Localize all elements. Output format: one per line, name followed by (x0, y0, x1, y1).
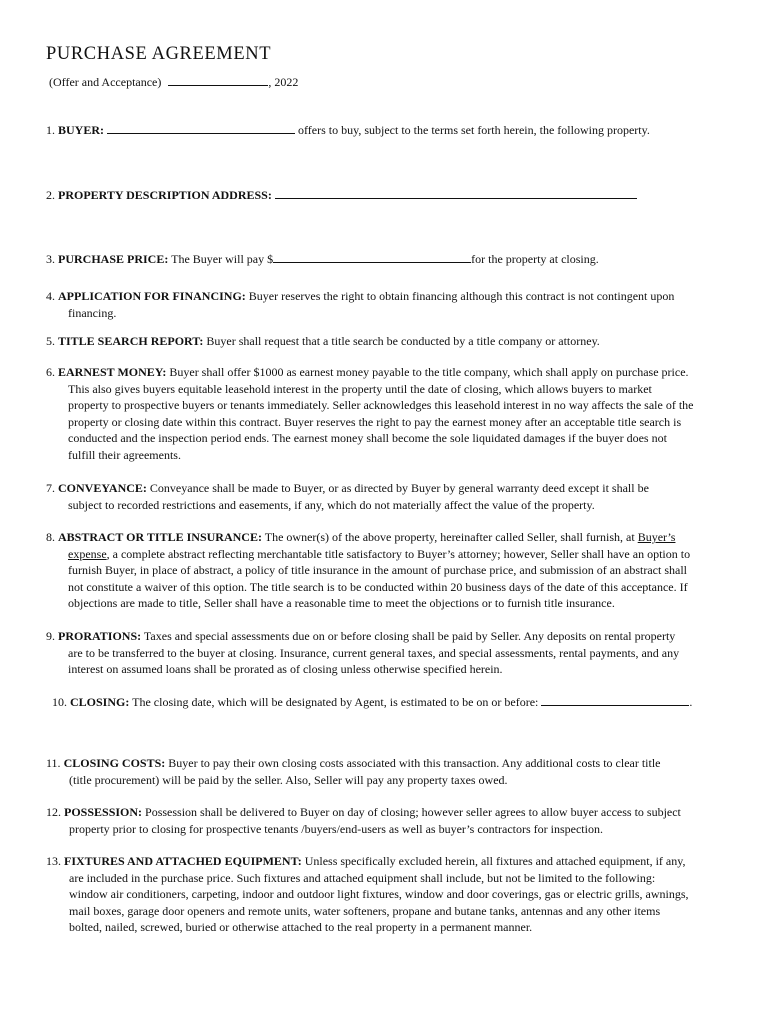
section-buyer (46, 122, 650, 139)
section-number: 5. (46, 334, 55, 348)
closing-date-blank[interactable] (541, 694, 689, 706)
section-text: offers to buy, subject to the terms set forth herein, the following property. (298, 123, 650, 137)
section-text: window air conditioners, carpeting, indoor and outdoor light fixtures, window and door coverings, gas or electric grills, awnings, (69, 887, 689, 902)
buyer-name-blank[interactable] (107, 122, 295, 134)
property-address-blank[interactable] (275, 187, 637, 199)
section-text: property or closing date within this contract. Buyer reserves the right to pay the earnest money after an acceptable title search is (68, 414, 682, 429)
section-heading: BUYER: (58, 123, 105, 137)
section-closing (52, 694, 692, 711)
section-number: 12. (46, 805, 61, 819)
section-text: This also gives buyers equitable leasehold interest in the property until the date of closing, which allows buyers to market (68, 381, 652, 396)
section-conveyance (46, 480, 649, 513)
section-number: 13. (46, 854, 61, 868)
section-text: conducted and the inspection period ends. The earnest money shall become the sole liquidated damages if the buyer does not (68, 431, 667, 446)
section-text: are included in the purchase price. Such fixtures and attached equipment shall include, but not be limited to the following: (69, 870, 656, 885)
section-number: 8. (46, 530, 55, 544)
section-number: 11. (46, 756, 61, 770)
section-text: Buyer reserves the right to obtain financing although this contract is not contingent upon (248, 289, 675, 303)
section-heading: APPLICATION FOR FINANCING: (58, 289, 246, 303)
offer-acceptance-label: (Offer and Acceptance) (49, 75, 162, 89)
section-number: 7. (46, 481, 55, 495)
section-heading: ABSTRACT OR TITLE INSURANCE: (58, 530, 262, 544)
section-text: Buyer shall offer $1000 as earnest money payable to the title company, which shall apply on purchase price. (169, 365, 689, 379)
section-text: (title procurement) will be paid by the seller. Also, Seller will pay any property taxes owed. (69, 772, 508, 787)
date-blank[interactable] (168, 74, 268, 86)
section-heading: CLOSING: (70, 695, 130, 709)
section-number: 9. (46, 629, 55, 643)
section-text: subject to recorded restrictions and easements, if any, which do not materially affect the value of the property. (68, 497, 595, 512)
section-number: 1. (46, 123, 55, 137)
section-heading: CLOSING COSTS: (63, 756, 166, 770)
section-text: Taxes and special assessments due on or before closing shall be paid by Seller. Any deposits on rental property (143, 629, 676, 643)
section-text: . (689, 695, 693, 709)
price-text-before: The Buyer will pay $ (171, 252, 274, 266)
section-number: 2. (46, 188, 55, 202)
section-purchase-price (46, 251, 599, 268)
underlined-text: expense (68, 546, 107, 561)
section-property-address (46, 187, 637, 204)
section-financing (46, 288, 674, 321)
section-text: interest on assumed loans shall be prorated as of closing unless otherwise specified herein. (68, 662, 503, 677)
section-text: fulfill their agreements. (68, 447, 181, 462)
section-text: The closing date, which will be designated by Agent, is estimated to be on or before: (132, 695, 539, 709)
year-label: , 2022 (268, 75, 299, 89)
section-closing-costs (46, 755, 661, 788)
section-text: Buyer shall request that a title search be conducted by a title company or attorney. (206, 334, 600, 348)
section-text: furnish Buyer, in place of abstract, a policy of title insurance in the amount of purchase price, and submission of an abstract shall (68, 563, 688, 578)
section-heading: PURCHASE PRICE: (58, 252, 169, 266)
section-fixtures (46, 853, 689, 936)
section-heading: FIXTURES AND ATTACHED EQUIPMENT: (64, 854, 302, 868)
section-heading: CONVEYANCE: (58, 481, 147, 495)
section-text: mail boxes, garage door openers and remote units, water softeners, propane and butane tanks, antennas and any other items (69, 903, 661, 918)
section-text: are to be transferred to the buyer at closing. Insurance, current general taxes, and special assessments, rental payments, and any (68, 645, 680, 660)
section-heading: PRORATIONS: (58, 629, 142, 643)
section-text: property prior to closing for prospective tenants /buyers/end-users as well as buyer’s contractors for inspection. (69, 821, 603, 836)
section-number: 10. (52, 695, 67, 709)
section-text: Buyer to pay their own closing costs associated with this transaction. Any additional costs to clear title (168, 756, 661, 770)
section-earnest-money (46, 364, 693, 464)
section-text: Unless specifically excluded herein, all fixtures and attached equipment, if any, (304, 854, 686, 868)
section-text: not constitute a waiver of this option. The title search is to be conducted within 20 business days of the date of this acceptance. If (68, 579, 688, 594)
document-title: PURCHASE AGREEMENT (46, 44, 272, 64)
section-text: Conveyance shall be made to Buyer, or as directed by Buyer by general warranty deed except it shall be (149, 481, 649, 495)
section-number: 6. (46, 365, 55, 379)
section-prorations (46, 628, 679, 678)
section-text: objections are made to title, Seller shall have a reasonable time to meet the objections or to furnish title insurance. (68, 596, 615, 611)
offer-date-line (49, 74, 298, 90)
section-number: 3. (46, 252, 55, 266)
section-possession (46, 804, 681, 837)
section-heading: POSSESSION: (64, 805, 143, 819)
section-abstract-title-insurance (46, 529, 690, 612)
section-heading: EARNEST MONEY: (58, 365, 167, 379)
section-text: Possession shall be delivered to Buyer on day of closing; however seller agrees to allow buyer access to subject (145, 805, 681, 819)
section-heading: TITLE SEARCH REPORT: (58, 334, 204, 348)
price-text-after: for the property at closing. (471, 252, 599, 266)
section-text: , a complete abstract reflecting merchantable title satisfactory to Buyer’s attorney; however, Seller shall have an option to (106, 546, 691, 561)
section-text: The owner(s) of the above property, hereinafter called Seller, shall furnish, at (264, 530, 635, 544)
section-number: 4. (46, 289, 55, 303)
section-text: property to prospective buyers or tenants immediately. Seller acknowledges this leasehold interest in no way affects the sale of the (68, 398, 694, 413)
purchase-price-blank[interactable] (273, 251, 471, 263)
section-heading: PROPERTY DESCRIPTION ADDRESS: (58, 188, 272, 202)
section-text: financing. (68, 305, 117, 320)
underlined-text: Buyer’s (637, 530, 676, 544)
section-title-search (46, 333, 600, 350)
section-text: bolted, nailed, screwed, buried or otherwise attached to the real property in a permanent manner. (69, 920, 533, 935)
